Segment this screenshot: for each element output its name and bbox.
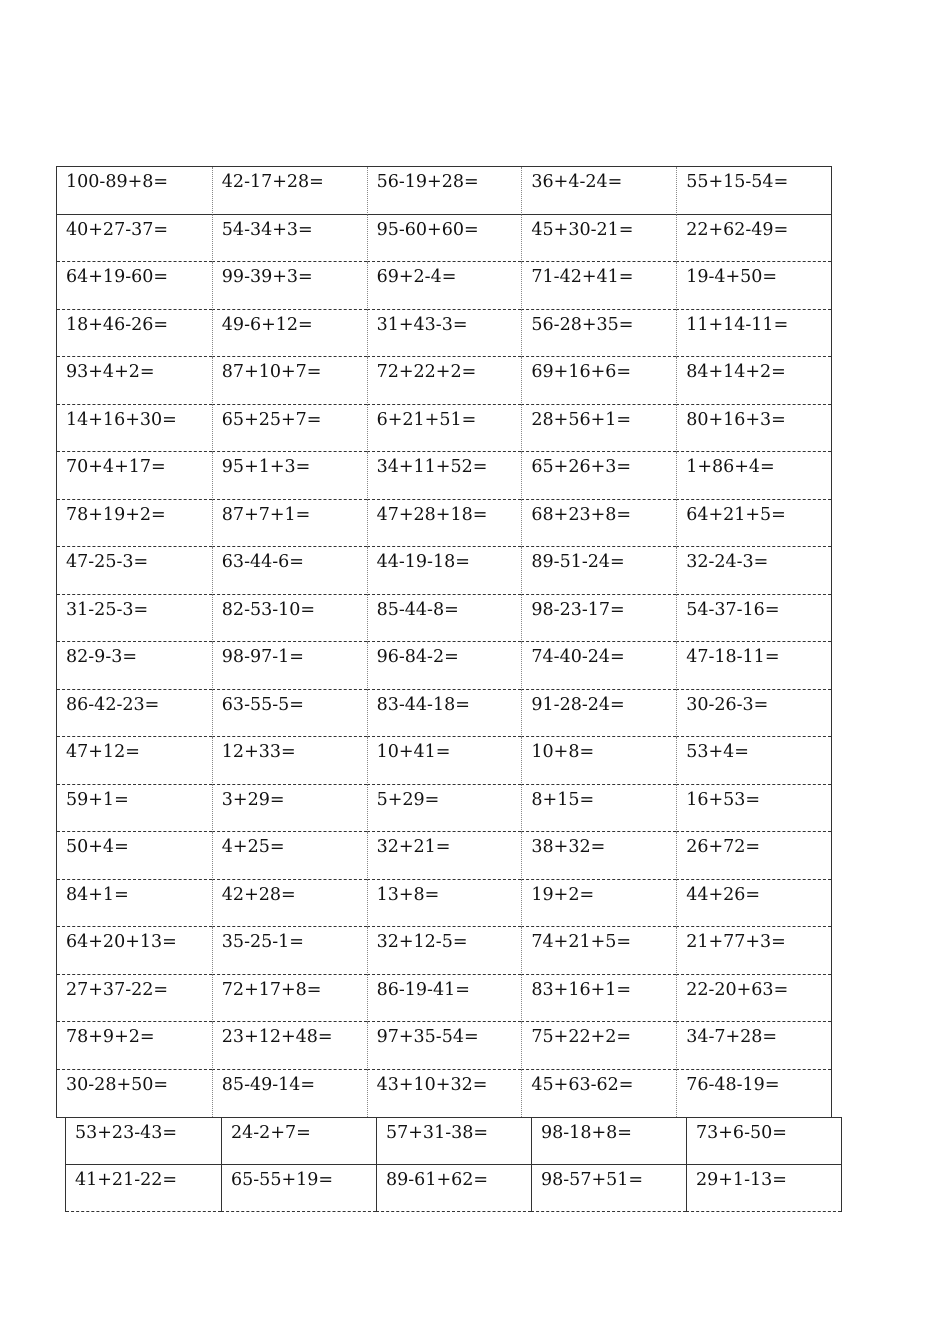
problem-cell: 98-57+51= [531, 1165, 686, 1212]
problem-cell: 30-26-3= [676, 690, 831, 738]
problem-cell: 70+4+17= [57, 452, 212, 500]
problem-cell: 95+1+3= [212, 452, 367, 500]
problem-cell: 95-60+60= [367, 215, 522, 263]
problem-cell: 53+4= [676, 737, 831, 785]
problem-cell: 47-18-11= [676, 642, 831, 690]
problem-cell: 82-9-3= [57, 642, 212, 690]
arithmetic-table-main [56, 166, 832, 1118]
problem-cell: 74+21+5= [521, 927, 676, 975]
problem-cell: 64+19-60= [57, 262, 212, 310]
problem-cell: 53+23-43= [66, 1118, 221, 1165]
problem-cell: 36+4-24= [521, 167, 676, 215]
problem-cell: 21+77+3= [676, 927, 831, 975]
problem-cell: 42+28= [212, 880, 367, 928]
problem-cell: 100-89+8= [57, 167, 212, 215]
problem-cell: 87+10+7= [212, 357, 367, 405]
problem-cell: 73+6-50= [686, 1118, 841, 1165]
problem-cell: 28+56+1= [521, 405, 676, 453]
problem-cell: 18+46-26= [57, 310, 212, 358]
arithmetic-table-extra [65, 1117, 842, 1212]
problem-cell: 42-17+28= [212, 167, 367, 215]
problem-cell: 59+1= [57, 785, 212, 833]
problem-cell: 31-25-3= [57, 595, 212, 643]
problem-cell: 31+43-3= [367, 310, 522, 358]
problem-cell: 47-25-3= [57, 547, 212, 595]
problem-cell: 3+29= [212, 785, 367, 833]
problem-cell: 98-18+8= [531, 1118, 686, 1165]
problem-cell: 44-19-18= [367, 547, 522, 595]
problem-cell: 35-25-1= [212, 927, 367, 975]
problem-cell: 47+12= [57, 737, 212, 785]
problem-cell: 97+35-54= [367, 1022, 522, 1070]
problem-cell: 91-28-24= [521, 690, 676, 738]
problem-cell: 78+19+2= [57, 500, 212, 548]
problem-cell: 74-40-24= [521, 642, 676, 690]
problem-cell: 87+7+1= [212, 500, 367, 548]
problem-cell: 76-48-19= [676, 1070, 831, 1118]
problem-cell: 27+37-22= [57, 975, 212, 1023]
problem-cell: 96-84-2= [367, 642, 522, 690]
problem-cell: 63-55-5= [212, 690, 367, 738]
problem-cell: 99-39+3= [212, 262, 367, 310]
problem-cell: 57+31-38= [376, 1118, 531, 1165]
problem-cell: 29+1-13= [686, 1165, 841, 1212]
problem-cell: 14+16+30= [57, 405, 212, 453]
problem-cell: 32-24-3= [676, 547, 831, 595]
problem-cell: 89-51-24= [521, 547, 676, 595]
problem-cell: 19+2= [521, 880, 676, 928]
problem-cell: 4+25= [212, 832, 367, 880]
problem-cell: 5+29= [367, 785, 522, 833]
problem-cell: 1+86+4= [676, 452, 831, 500]
problem-cell: 65+25+7= [212, 405, 367, 453]
problem-cell: 49-6+12= [212, 310, 367, 358]
problem-cell: 10+8= [521, 737, 676, 785]
problem-cell: 69+2-4= [367, 262, 522, 310]
problem-cell: 84+14+2= [676, 357, 831, 405]
problem-cell: 64+21+5= [676, 500, 831, 548]
problem-cell: 75+22+2= [521, 1022, 676, 1070]
problem-cell: 13+8= [367, 880, 522, 928]
problem-cell: 83+16+1= [521, 975, 676, 1023]
problem-cell: 68+23+8= [521, 500, 676, 548]
problem-cell: 71-42+41= [521, 262, 676, 310]
problem-cell: 98-23-17= [521, 595, 676, 643]
problem-cell: 54-34+3= [212, 215, 367, 263]
problem-cell: 22+62-49= [676, 215, 831, 263]
problem-cell: 30-28+50= [66, 1074, 169, 1095]
problem-cell: 85-49-14= [212, 1070, 367, 1118]
problem-cell: 69+16+6= [521, 357, 676, 405]
problem-cell: 45+30-21= [521, 215, 676, 263]
problem-cell: 47+28+18= [367, 500, 522, 548]
problem-cell: 78+9+2= [57, 1022, 212, 1070]
problem-cell: 26+72= [676, 832, 831, 880]
problem-cell: 23+12+48= [212, 1022, 367, 1070]
problem-cell: 82-53-10= [212, 595, 367, 643]
problem-cell: 64+20+13= [57, 927, 212, 975]
problem-cell: 65+26+3= [521, 452, 676, 500]
problem-cell: 34-7+28= [676, 1022, 831, 1070]
problem-cell: 86-19-41= [367, 975, 522, 1023]
problem-cell: 22-20+63= [676, 975, 831, 1023]
problem-cell: 93+4+2= [57, 357, 212, 405]
problem-cell: 10+41= [367, 737, 522, 785]
problem-cell: 89-61+62= [376, 1165, 531, 1212]
problem-cell: 72+22+2= [367, 357, 522, 405]
problem-cell: 16+53= [676, 785, 831, 833]
problem-cell: 19-4+50= [676, 262, 831, 310]
problem-cell: 8+15= [521, 785, 676, 833]
problem-cell: 41+21-22= [66, 1165, 221, 1212]
problem-cell: 40+27-37= [57, 215, 212, 263]
problem-cell: 54-37-16= [676, 595, 831, 643]
problem-cell: 98-97-1= [212, 642, 367, 690]
problem-cell: 38+32= [521, 832, 676, 880]
problem-cell: 32+12-5= [367, 927, 522, 975]
problem-cell: 55+15-54= [676, 167, 831, 215]
problem-cell: 86-42-23= [57, 690, 212, 738]
problem-cell: 24-2+7= [221, 1118, 376, 1165]
problem-cell: 32+21= [367, 832, 522, 880]
problem-cell: 85-44-8= [367, 595, 522, 643]
problem-cell: 80+16+3= [676, 405, 831, 453]
problem-cell: 72+17+8= [212, 975, 367, 1023]
problem-cell: 11+14-11= [676, 310, 831, 358]
problem-cell: 34+11+52= [367, 452, 522, 500]
problem-cell: 43+10+32= [367, 1070, 522, 1118]
problem-cell: 56-28+35= [521, 310, 676, 358]
problem-cell: 83-44-18= [367, 690, 522, 738]
problem-cell: 6+21+51= [367, 405, 522, 453]
problem-cell: 63-44-6= [212, 547, 367, 595]
problem-cell: 44+26= [676, 880, 831, 928]
problem-cell: 50+4= [57, 832, 212, 880]
problem-cell: 84+1= [57, 880, 212, 928]
problem-cell: 12+33= [212, 737, 367, 785]
problem-cell: 45+63-62= [521, 1070, 676, 1118]
problem-cell: 56-19+28= [367, 167, 522, 215]
problem-cell: 65-55+19= [221, 1165, 376, 1212]
